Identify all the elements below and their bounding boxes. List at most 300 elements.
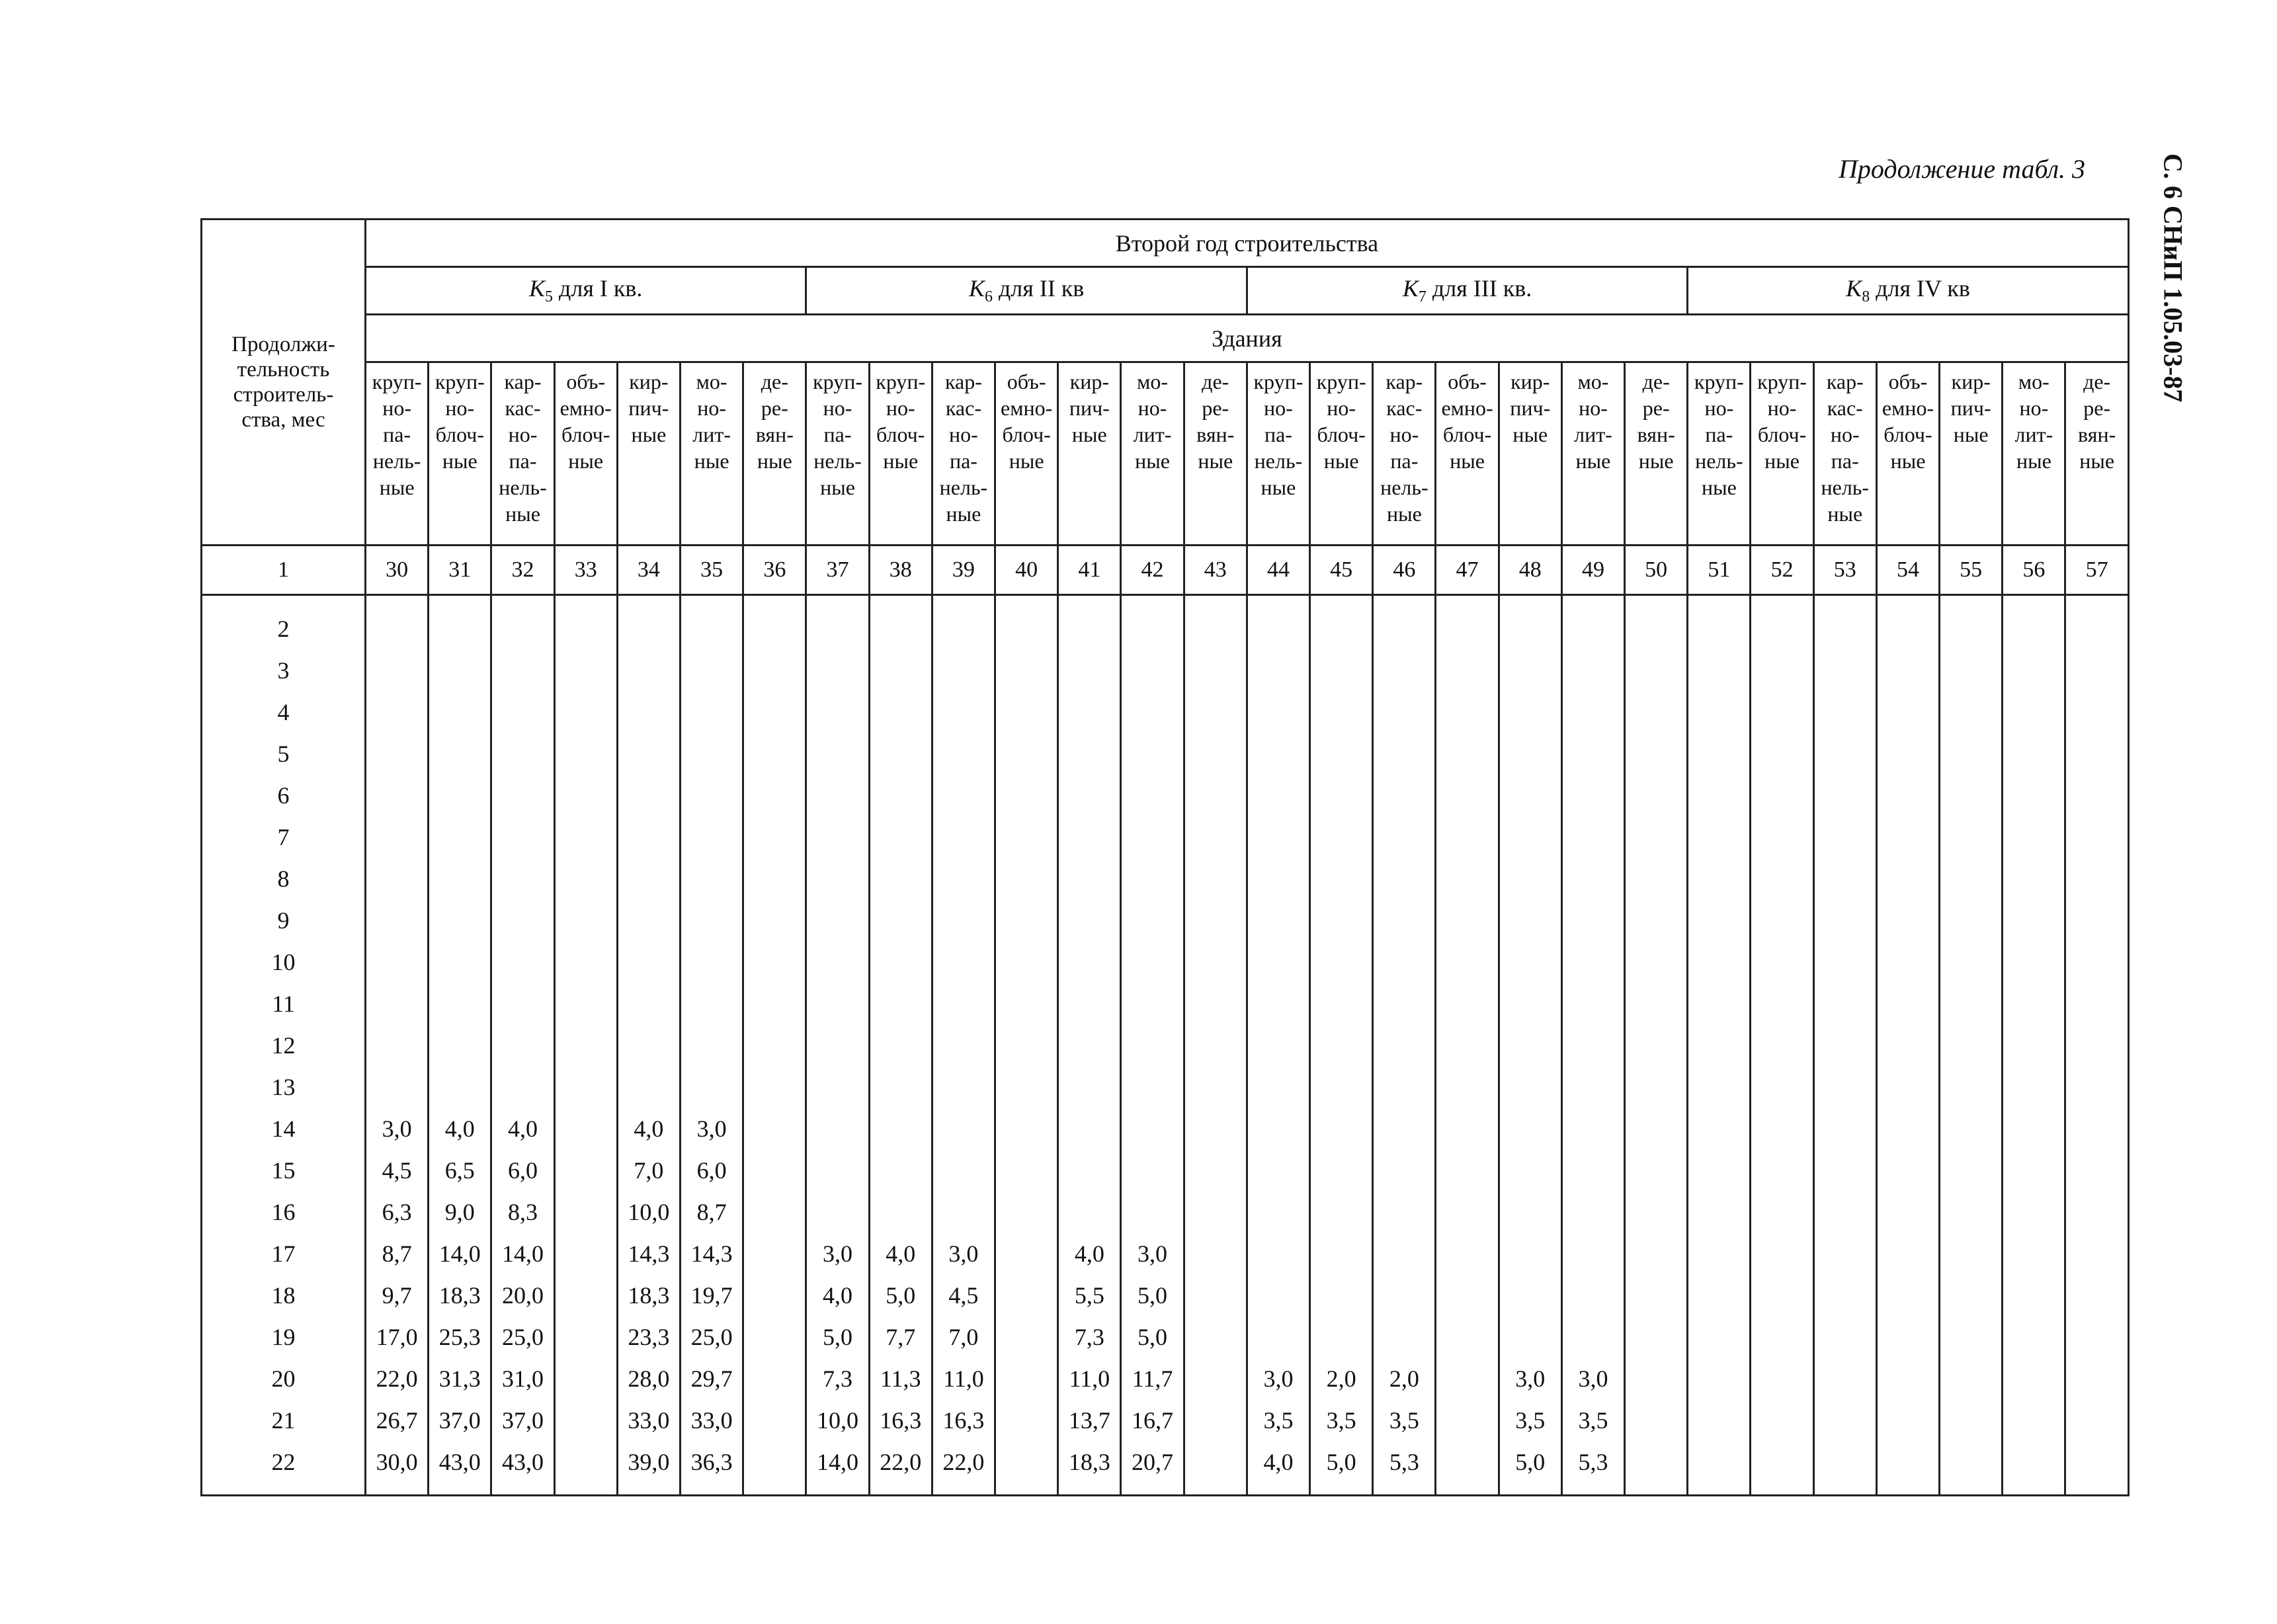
- building-type-header: объ- емно- блоч- ные: [1876, 362, 1939, 546]
- value-cell: [554, 774, 617, 816]
- value-cell: 3,0: [681, 1108, 743, 1149]
- value-cell: [491, 733, 554, 774]
- value-cell: [617, 733, 680, 774]
- value-cell: 5,0: [1499, 1441, 1561, 1496]
- table-row: [202, 1024, 2129, 1066]
- value-cell: [1436, 1108, 1499, 1149]
- value-cell: [1373, 983, 1436, 1024]
- value-cell: [2003, 733, 2065, 774]
- value-cell: [2003, 941, 2065, 983]
- value-cell: [617, 941, 680, 983]
- value-cell: [1436, 1066, 1499, 1108]
- building-type-header: круп- но- блоч- ные: [869, 362, 932, 546]
- value-cell: [491, 899, 554, 941]
- value-cell: [1813, 1024, 1876, 1066]
- value-cell: [1373, 649, 1436, 691]
- value-cell: [2003, 691, 2065, 733]
- value-cell: [1436, 649, 1499, 691]
- column-number: 30: [366, 546, 429, 595]
- quarter-coefficient-symbol: K: [1402, 275, 1419, 302]
- value-cell: [1876, 983, 1939, 1024]
- value-cell: 16,3: [869, 1399, 932, 1441]
- value-cell: [743, 1191, 806, 1233]
- value-cell: [2065, 1066, 2128, 1108]
- value-cell: [1184, 1108, 1247, 1149]
- building-type-header: круп- но- па- нель- ные: [806, 362, 869, 546]
- value-cell: [1813, 1108, 1876, 1149]
- value-cell: [617, 899, 680, 941]
- value-cell: 4,5: [366, 1149, 429, 1191]
- value-cell: [1561, 691, 1624, 733]
- value-cell: [743, 899, 806, 941]
- value-cell: 28,0: [617, 1358, 680, 1399]
- value-cell: [1876, 858, 1939, 899]
- value-cell: [1436, 899, 1499, 941]
- value-cell: [995, 1316, 1058, 1358]
- value-cell: [1247, 858, 1309, 899]
- value-cell: [1310, 983, 1373, 1024]
- value-cell: [1058, 733, 1121, 774]
- value-cell: [2065, 691, 2128, 733]
- value-cell: [806, 1191, 869, 1233]
- value-cell: [1373, 1066, 1436, 1108]
- value-cell: [1876, 816, 1939, 858]
- value-cell: 20,0: [491, 1274, 554, 1316]
- table-row: [202, 816, 2129, 858]
- value-cell: [869, 1066, 932, 1108]
- value-cell: [743, 1358, 806, 1399]
- value-cell: [1876, 1233, 1939, 1274]
- value-cell: [1184, 858, 1247, 899]
- value-cell: [366, 733, 429, 774]
- value-cell: 2,0: [1373, 1358, 1436, 1399]
- value-cell: [1373, 899, 1436, 941]
- value-cell: [1058, 1024, 1121, 1066]
- value-cell: [1373, 691, 1436, 733]
- value-cell: [1940, 1191, 2003, 1233]
- value-cell: [932, 733, 995, 774]
- value-cell: [1436, 1358, 1499, 1399]
- value-cell: [1940, 595, 2003, 650]
- value-cell: [932, 941, 995, 983]
- value-cell: [2065, 1316, 2128, 1358]
- building-type-header: объ- емно- блоч- ные: [995, 362, 1058, 546]
- value-cell: 22,0: [932, 1441, 995, 1496]
- value-cell: [491, 1024, 554, 1066]
- value-cell: [1561, 1191, 1624, 1233]
- value-cell: [1751, 1399, 1813, 1441]
- value-cell: [1499, 1149, 1561, 1191]
- value-cell: [429, 1066, 491, 1108]
- value-cell: [1058, 1108, 1121, 1149]
- value-cell: [869, 858, 932, 899]
- value-cell: [429, 649, 491, 691]
- value-cell: [995, 1358, 1058, 1399]
- value-cell: [932, 649, 995, 691]
- value-cell: 11,0: [1058, 1358, 1121, 1399]
- value-cell: [1373, 1149, 1436, 1191]
- value-cell: [1247, 774, 1309, 816]
- value-cell: [617, 1066, 680, 1108]
- value-cell: [806, 774, 869, 816]
- value-cell: [869, 899, 932, 941]
- value-cell: [2003, 816, 2065, 858]
- value-cell: 3,5: [1310, 1399, 1373, 1441]
- value-cell: [1184, 1191, 1247, 1233]
- value-cell: [1751, 1024, 1813, 1066]
- column-number: 35: [681, 546, 743, 595]
- value-cell: [1121, 1191, 1184, 1233]
- value-cell: [1247, 595, 1309, 650]
- value-cell: [743, 1108, 806, 1149]
- value-cell: [1499, 858, 1561, 899]
- value-cell: 7,0: [932, 1316, 995, 1358]
- column-number: 42: [1121, 546, 1184, 595]
- duration-cell: 18: [202, 1274, 366, 1316]
- value-cell: [1876, 733, 1939, 774]
- value-cell: [743, 1233, 806, 1274]
- value-cell: [554, 1274, 617, 1316]
- value-cell: 7,3: [806, 1358, 869, 1399]
- table-row: [202, 1233, 2129, 1274]
- column-number: 55: [1940, 546, 2003, 595]
- value-cell: [1940, 1358, 2003, 1399]
- value-cell: [1751, 1316, 1813, 1358]
- value-cell: [1751, 595, 1813, 650]
- value-cell: [554, 1441, 617, 1496]
- value-cell: 22,0: [869, 1441, 932, 1496]
- value-cell: [995, 1399, 1058, 1441]
- value-cell: [2065, 858, 2128, 899]
- value-cell: [1561, 774, 1624, 816]
- value-cell: 36,3: [681, 1441, 743, 1496]
- value-cell: [806, 595, 869, 650]
- value-cell: [1876, 1316, 1939, 1358]
- value-cell: [2065, 816, 2128, 858]
- value-cell: [1184, 1024, 1247, 1066]
- value-cell: [1436, 1233, 1499, 1274]
- building-type-header: мо- но- лит- ные: [681, 362, 743, 546]
- value-cell: [1184, 1274, 1247, 1316]
- value-cell: [806, 1149, 869, 1191]
- value-cell: [1751, 983, 1813, 1024]
- value-cell: [1561, 649, 1624, 691]
- value-cell: [1625, 1399, 1688, 1441]
- value-cell: [554, 1233, 617, 1274]
- value-cell: [1436, 1149, 1499, 1191]
- value-cell: [1499, 733, 1561, 774]
- table-row: [202, 1358, 2129, 1399]
- value-cell: [869, 649, 932, 691]
- column-number-duration: 1: [202, 546, 366, 595]
- value-cell: [2003, 774, 2065, 816]
- value-cell: 5,3: [1373, 1441, 1436, 1496]
- value-cell: [995, 1149, 1058, 1191]
- value-cell: [743, 1066, 806, 1108]
- table-row: [202, 1066, 2129, 1108]
- value-cell: [806, 649, 869, 691]
- quarter-coefficient-index: 6: [984, 288, 993, 306]
- value-cell: [1688, 1233, 1751, 1274]
- value-cell: [1121, 816, 1184, 858]
- value-cell: 8,3: [491, 1191, 554, 1233]
- value-cell: [1625, 899, 1688, 941]
- value-cell: [932, 1024, 995, 1066]
- column-number: 31: [429, 546, 491, 595]
- value-cell: [743, 1149, 806, 1191]
- value-cell: [1058, 691, 1121, 733]
- value-cell: [1373, 733, 1436, 774]
- value-cell: [1625, 1274, 1688, 1316]
- value-cell: [1561, 1316, 1624, 1358]
- value-cell: [1499, 1233, 1561, 1274]
- value-cell: 31,0: [491, 1358, 554, 1399]
- value-cell: [554, 899, 617, 941]
- value-cell: [1876, 1399, 1939, 1441]
- value-cell: [2065, 1274, 2128, 1316]
- value-cell: [1247, 816, 1309, 858]
- value-cell: [1813, 941, 1876, 983]
- value-cell: [1813, 649, 1876, 691]
- value-cell: 3,5: [1499, 1399, 1561, 1441]
- value-cell: [429, 858, 491, 899]
- value-cell: [1184, 774, 1247, 816]
- value-cell: [2065, 941, 2128, 983]
- value-cell: [1121, 1149, 1184, 1191]
- value-cell: [743, 595, 806, 650]
- value-cell: [1058, 649, 1121, 691]
- value-cell: [806, 733, 869, 774]
- value-cell: 10,0: [617, 1191, 680, 1233]
- value-cell: [2003, 983, 2065, 1024]
- column-number: 48: [1499, 546, 1561, 595]
- value-cell: 25,0: [681, 1316, 743, 1358]
- value-cell: 4,0: [1058, 1233, 1121, 1274]
- value-cell: [1184, 1316, 1247, 1358]
- value-cell: 8,7: [681, 1191, 743, 1233]
- value-cell: 9,7: [366, 1274, 429, 1316]
- value-cell: 25,0: [491, 1316, 554, 1358]
- value-cell: [1310, 595, 1373, 650]
- value-cell: [1876, 1108, 1939, 1149]
- quarter-coefficient-symbol: K: [529, 275, 546, 302]
- value-cell: 10,0: [806, 1399, 869, 1441]
- value-cell: 3,0: [1561, 1358, 1624, 1399]
- value-cell: [2003, 1066, 2065, 1108]
- value-cell: [2065, 899, 2128, 941]
- value-cell: 7,7: [869, 1316, 932, 1358]
- value-cell: [1310, 816, 1373, 858]
- value-cell: [2065, 595, 2128, 650]
- value-cell: [1688, 1149, 1751, 1191]
- value-cell: [491, 774, 554, 816]
- value-cell: [1121, 1108, 1184, 1149]
- value-cell: [554, 691, 617, 733]
- value-cell: [1310, 1024, 1373, 1066]
- value-cell: [1247, 1191, 1309, 1233]
- value-cell: [1436, 691, 1499, 733]
- value-cell: [806, 1066, 869, 1108]
- value-cell: [2065, 1358, 2128, 1399]
- value-cell: [2003, 899, 2065, 941]
- value-cell: [1561, 595, 1624, 650]
- value-cell: [1499, 1024, 1561, 1066]
- value-cell: 29,7: [681, 1358, 743, 1399]
- value-cell: [995, 649, 1058, 691]
- duration-cell: 8: [202, 858, 366, 899]
- value-cell: [995, 1441, 1058, 1496]
- column-number: 40: [995, 546, 1058, 595]
- value-cell: 16,3: [932, 1399, 995, 1441]
- value-cell: [366, 649, 429, 691]
- value-cell: [1373, 858, 1436, 899]
- value-cell: 3,5: [1561, 1399, 1624, 1441]
- value-cell: [869, 983, 932, 1024]
- value-cell: [1561, 941, 1624, 983]
- value-cell: [491, 691, 554, 733]
- value-cell: [1940, 1233, 2003, 1274]
- value-cell: [743, 1024, 806, 1066]
- value-cell: 3,0: [1247, 1358, 1309, 1399]
- value-cell: [2003, 1358, 2065, 1399]
- value-cell: [1247, 1233, 1309, 1274]
- value-cell: 17,0: [366, 1316, 429, 1358]
- value-cell: [1436, 595, 1499, 650]
- value-cell: [1876, 1149, 1939, 1191]
- value-cell: [2065, 774, 2128, 816]
- value-cell: [1436, 1441, 1499, 1496]
- value-cell: [2065, 733, 2128, 774]
- table-row: [202, 1191, 2129, 1233]
- duration-cell: 20: [202, 1358, 366, 1399]
- value-cell: [1813, 1191, 1876, 1233]
- column-number: 47: [1436, 546, 1499, 595]
- building-type-header: кир- пич- ные: [1058, 362, 1121, 546]
- value-cell: [1310, 1066, 1373, 1108]
- column-number: 57: [2065, 546, 2128, 595]
- value-cell: 5,0: [1310, 1441, 1373, 1496]
- quarter-header-4: [1688, 267, 2129, 315]
- value-cell: [1247, 733, 1309, 774]
- value-cell: [1688, 595, 1751, 650]
- value-cell: [1625, 1441, 1688, 1496]
- value-cell: [995, 733, 1058, 774]
- value-cell: [1247, 1274, 1309, 1316]
- value-cell: [1688, 1191, 1751, 1233]
- side-document-code: [2153, 153, 2193, 484]
- value-cell: [2065, 1399, 2128, 1441]
- value-cell: [1813, 899, 1876, 941]
- value-cell: [1058, 941, 1121, 983]
- quarter-label: для IV кв: [1870, 275, 1970, 302]
- value-cell: [995, 899, 1058, 941]
- value-cell: [1751, 1441, 1813, 1496]
- value-cell: [1876, 1274, 1939, 1316]
- value-cell: [1184, 941, 1247, 983]
- value-cell: [1625, 1108, 1688, 1149]
- value-cell: [1373, 774, 1436, 816]
- value-cell: [1499, 941, 1561, 983]
- value-cell: [1121, 941, 1184, 983]
- value-cell: [1310, 1316, 1373, 1358]
- value-cell: [1751, 1149, 1813, 1191]
- quarter-coefficient-symbol: K: [968, 275, 985, 302]
- value-cell: [1499, 595, 1561, 650]
- value-cell: 18,3: [1058, 1441, 1121, 1496]
- value-cell: 5,5: [1058, 1274, 1121, 1316]
- value-cell: [995, 774, 1058, 816]
- buildings-header: Здания: [366, 315, 2129, 362]
- duration-cell: 15: [202, 1149, 366, 1191]
- value-cell: 5,0: [806, 1316, 869, 1358]
- value-cell: [1751, 691, 1813, 733]
- value-cell: 25,3: [429, 1316, 491, 1358]
- duration-cell: 7: [202, 816, 366, 858]
- value-cell: [1751, 1191, 1813, 1233]
- table-row: [202, 733, 2129, 774]
- value-cell: [1940, 899, 2003, 941]
- value-cell: [554, 1149, 617, 1191]
- value-cell: [1499, 1274, 1561, 1316]
- value-cell: [1499, 1316, 1561, 1358]
- value-cell: [1436, 858, 1499, 899]
- value-cell: [1876, 595, 1939, 650]
- value-cell: [681, 858, 743, 899]
- building-type-header: де- ре- вян- ные: [2065, 362, 2128, 546]
- value-cell: [554, 1358, 617, 1399]
- value-cell: 9,0: [429, 1191, 491, 1233]
- value-cell: [1247, 941, 1309, 983]
- value-cell: 8,7: [366, 1233, 429, 1274]
- value-cell: [554, 941, 617, 983]
- value-cell: [743, 1274, 806, 1316]
- value-cell: [2065, 983, 2128, 1024]
- value-cell: [1940, 1399, 2003, 1441]
- value-cell: [1121, 1024, 1184, 1066]
- value-cell: 14,0: [806, 1441, 869, 1496]
- duration-cell: 6: [202, 774, 366, 816]
- duration-cell: 16: [202, 1191, 366, 1233]
- value-cell: 11,3: [869, 1358, 932, 1399]
- value-cell: [429, 733, 491, 774]
- value-cell: [932, 858, 995, 899]
- value-cell: [366, 1024, 429, 1066]
- quarter-label: для II кв: [992, 275, 1085, 302]
- value-cell: [1625, 1358, 1688, 1399]
- value-cell: [1751, 899, 1813, 941]
- value-cell: [806, 858, 869, 899]
- value-cell: [554, 1191, 617, 1233]
- value-cell: [869, 774, 932, 816]
- value-cell: [1876, 1066, 1939, 1108]
- value-cell: [806, 1108, 869, 1149]
- value-cell: 2,0: [1310, 1358, 1373, 1399]
- value-cell: [1688, 1399, 1751, 1441]
- value-cell: [1751, 1358, 1813, 1399]
- value-cell: [1310, 1233, 1373, 1274]
- value-cell: [1373, 941, 1436, 983]
- value-cell: [491, 983, 554, 1024]
- value-cell: [491, 941, 554, 983]
- value-cell: [1813, 595, 1876, 650]
- value-cell: [1499, 774, 1561, 816]
- value-cell: 20,7: [1121, 1441, 1184, 1496]
- value-cell: [806, 1024, 869, 1066]
- value-cell: 14,3: [617, 1233, 680, 1274]
- value-cell: [1813, 1316, 1876, 1358]
- column-number: 53: [1813, 546, 1876, 595]
- value-cell: [1561, 1066, 1624, 1108]
